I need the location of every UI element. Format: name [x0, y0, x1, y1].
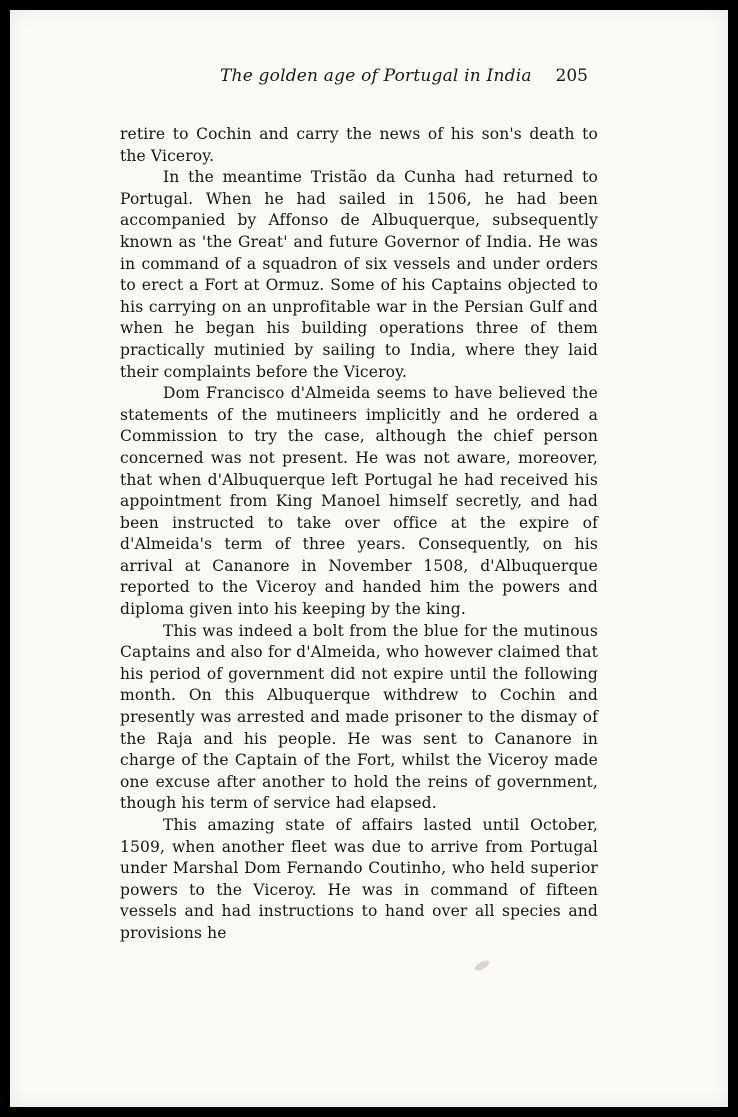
paragraph-5: This amazing state of affairs lasted until October, 1509, when another fleet was due to arrive from Portugal under Marshal Dom Fernando Coutinho, who held superior powers to the Viceroy. He was in command of fifteen vessels and had instructions to hand over all species and provisions he	[120, 816, 598, 942]
paragraph-1: retire to Cochin and carry the news of his son's death to the Viceroy.	[120, 125, 598, 165]
body-text	[120, 124, 598, 945]
running-header	[120, 66, 600, 92]
paragraph-4: This was indeed a bolt from the blue for the mutinous Captains and also for d'Almeida, who however claimed that his period of government did not expire until the following month. On this Albuquerque withdrew to Cochin and presently was arrested and made prisoner to the dismay of the Raja and his people. He was sent to Cananore in charge of the Captain of the Fort, whilst the Viceroy made one excuse after another to hold the reins of government, though his term of service had elapsed.	[120, 621, 598, 813]
page-number: 205	[555, 66, 588, 86]
paragraph-3: Dom Francisco d'Almeida seems to have believed the statements of the mutineers implicitly and he ordered a Commission to try the case, although the chief person concerned was not present. He was not aware, moreover, that when d'Albuquerque left Portugal he had received his appointment from King Manoel himself secretly, and had been instructed to take over office at the expire of d'Almeida's term of three years. Consequently, on his arrival at Cananore in November 1508, d'Albuquerque reported to the Viceroy and handed him the powers and diploma given into his keeping by the king.	[120, 384, 598, 619]
paragraph-2: In the meantime Tristão da Cunha had returned to Portugal. When he had sailed in 1506, he had been accompanied by Affonso de Albuquerque, subsequently known as 'the Great' and future Governor of India. He was in command of a squadron of six vessels and under orders to erect a Fort at Ormuz. Some of his Captains objected to his carrying on an unprofitable war in the Persian Gulf and when he began his building operations three of them practically mutinied by sailing to India, where they laid their complaints before the Viceroy.	[120, 168, 598, 381]
running-title: The golden age of Portugal in India	[220, 66, 532, 86]
